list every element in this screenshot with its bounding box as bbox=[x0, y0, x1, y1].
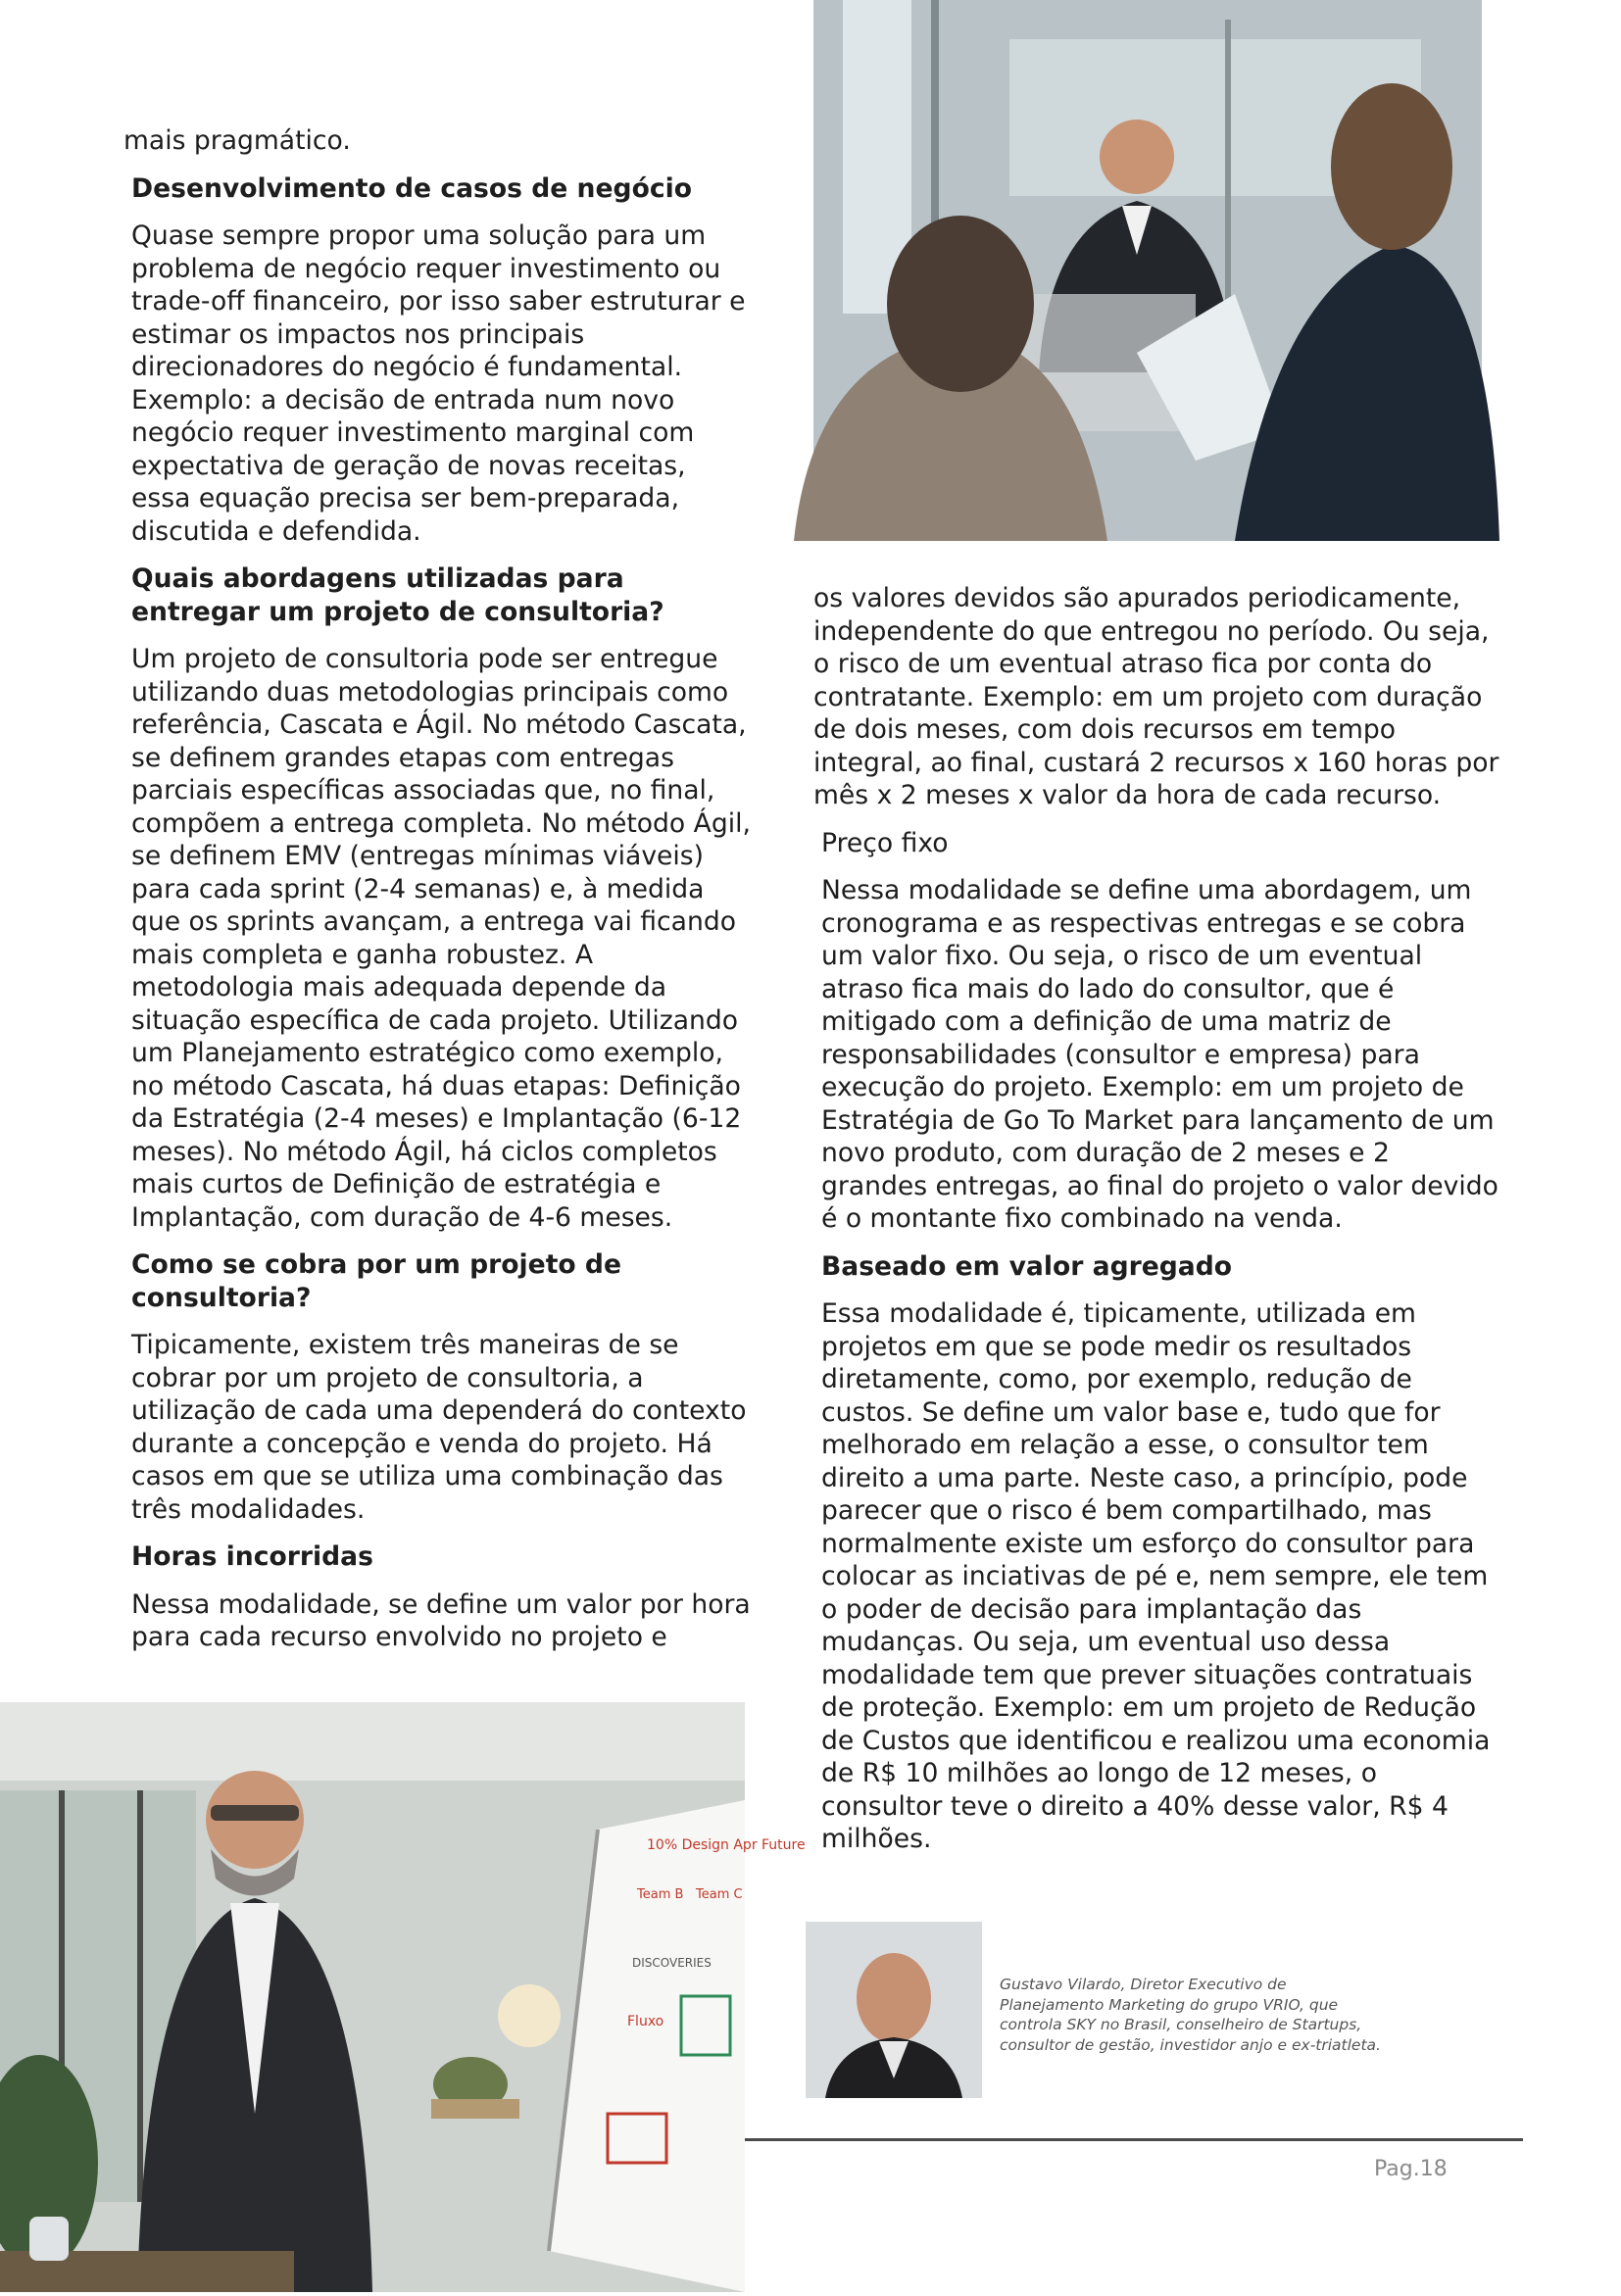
whiteboard-line-5: Fluxo bbox=[627, 2014, 664, 2029]
whiteboard-line-1: 10% Design Apr Future bbox=[647, 1837, 806, 1853]
whiteboard-line-3: Team C bbox=[696, 1887, 743, 1902]
heading-value-based: Baseado em valor agregado bbox=[821, 1250, 1233, 1282]
paragraph-value-based: Essa modalidade é, tipicamente, utilizada em projetos em que se pode medir os resultados diretamente, como, por exemplo, redução de custos. Se define um valor base e, tudo que for melhorado em relação a esse, o consultor tem direito a uma parte. Neste caso, a princípio, pode parecer que o risco é bem compartilhado, mas normalmente existe um esforço do consultor para colocar as inciativas de pé e, nem sempre, ele tem o poder de decisão para implantação das mudanças. Ou seja, um eventual uso dessa modalidade tem que prever situações contratuais de proteção. Exemplo: em um projeto de Redução de Custos que identificou e realizou uma economia de R$ 10 milhões ao longo de 12 meses, o consultor teve o direito a 40% desse valor, R$ 4 milhões. bbox=[821, 1298, 1491, 1854]
intro-tail: mais pragmático. bbox=[123, 125, 351, 156]
author-portrait bbox=[806, 1922, 982, 2098]
presenter-illustration bbox=[0, 1702, 806, 2292]
heading-business-cases: Desenvolvimento de casos de negócio bbox=[131, 172, 692, 204]
page-number: Pag.18 bbox=[1374, 2157, 1448, 2181]
heading-billing: Como se cobra por um projeto de consultoria? bbox=[131, 1249, 622, 1313]
meeting-illustration bbox=[813, 0, 1482, 541]
presenter-photo bbox=[0, 1702, 806, 2292]
paragraph-business-cases: Quase sempre propor uma solução para um problema de negócio requer investimento ou trade-off financeiro, por isso saber estruturar e estimar os impactos nos principais direcionadores do negócio é fundamental. Exemplo: a decisão de entrada num novo negócio requer investimento marginal com expectativa de geração de novas receitas, essa equação precisa ser bem-preparada, discutida e defendida. bbox=[131, 220, 746, 547]
whiteboard-line-2: Team B bbox=[637, 1887, 684, 1902]
meeting-photo bbox=[813, 0, 1482, 541]
right-column bbox=[813, 582, 1499, 1871]
paragraph-hours-start: Nessa modalidade, se define um valor por hora para cada recurso envolvido no projeto e bbox=[131, 1588, 751, 1652]
paragraph-billing: Tipicamente, existem três maneiras de se cobrar por um projeto de consultoria, a utilização de cada uma dependerá do contexto durante a concepção e venda do projeto. Há casos em que se utiliza uma combinação das três modalidades. bbox=[131, 1330, 747, 1525]
heading-hours: Horas incorridas bbox=[131, 1541, 373, 1572]
paragraph-hours-continued: os valores devidos são apurados periodicamente, independente do que entregou no período. Ou seja, o risco de um eventual atraso fica por conta do contratante. Exemplo: em um projeto com duração de dois meses, com dois recursos em tempo integral, ao final, custará 2 recursos x 160 horas por mês x 2 meses x valor da hora de cada recurso. bbox=[813, 583, 1499, 810]
author-avatar bbox=[806, 1922, 982, 2098]
author-bio: Gustavo Vilardo, Diretor Executivo de Planejamento Marketing do grupo VRIO, que controla SKY no Brasil, conselheiro de Startups, consultor de gestão, investidor anjo e ex-triatleta. bbox=[1000, 1976, 1381, 2054]
paragraph-approaches: Um projeto de consultoria pode ser entregue utilizando duas metodologias principais como referência, Cascata e Ágil. No método Cascata, se definem grandes etapas com entregas parciais específicas associadas que, no final, compõem a entrega completa. No método Ágil, se definem EMV (entregas mínimas viáveis) para cada sprint (2-4 semanas) e, à medida que os sprints avançam, a entrega vai ficando mais completa e ganha robustez. A metodologia mais adequada depende da situação específica de cada projeto. Utilizando um Planejamento estratégico como exemplo, no método Cascata, há duas etapas: Definição da Estratégia (2-4 meses) e Implantação (6-12 meses). No método Ágil, há ciclos completos mais curtos de Definição de estratégia e Implantação, com duração de 4-6 meses. bbox=[131, 644, 751, 1233]
whiteboard-line-4: DISCOVERIES bbox=[632, 1956, 712, 1970]
left-column bbox=[123, 124, 751, 1669]
heading-fixed-price: Preço fixo bbox=[821, 827, 949, 858]
paragraph-fixed-price: Nessa modalidade se define uma abordagem, um cronograma e as respectivas entregas e se cobra um valor fixo. Ou seja, o risco de um eventual atraso fica mais do lado do consultor, que é mitigado com a definição de uma matriz de responsabilidades (consultor e empresa) para execução do projeto. Exemplo: em um projeto de Estratégia de Go To Market para lançamento de um novo produto, com duração de 2 meses e 2 grandes entregas, ao final do projeto o valor devido é o montante fixo combinado na venda. bbox=[821, 875, 1498, 1234]
footer-divider bbox=[745, 2138, 1523, 2141]
heading-approaches: Quais abordagens utilizadas para entregar um projeto de consultoria? bbox=[131, 563, 664, 627]
